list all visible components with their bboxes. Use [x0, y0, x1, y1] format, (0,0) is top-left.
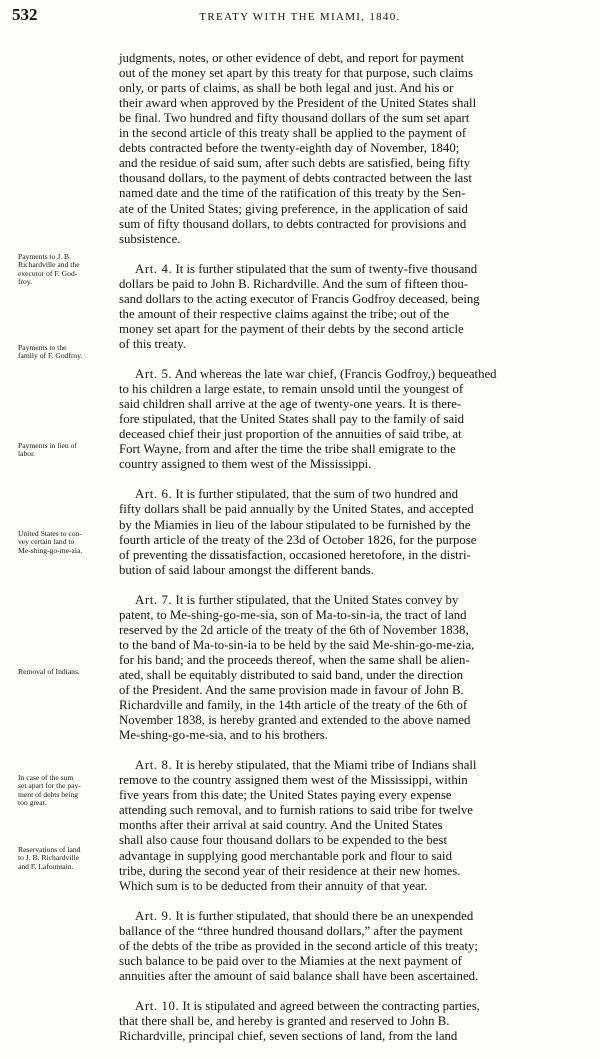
treaty-text [119, 36, 582, 1059]
running-head: TREATY WITH THE MIAMI, 1840. [199, 11, 401, 23]
paragraph-article-10 [119, 999, 582, 1044]
paragraph-text: It is stipulated and agreed between the contracting parties, that there shall be, and hereby is granted and reserved to John B. Richardville, principal chief, seven sections of land, from the land [119, 999, 480, 1044]
paragraph-article-6 [119, 487, 582, 577]
paragraph-article-4 [119, 262, 582, 352]
article-number: Art. 7. [135, 592, 173, 607]
paragraph-text: It is further stipulated, that should there be an unexpended ballance of the “three hundred thousand dollars,” after the payment of the debts of the tribe as provided in the second article of this treaty; such balance to be paid over to the Miamies at the next payment of annuities after the amount of said balance shall have been ascertained. [119, 908, 479, 983]
marginal-note: Payments in lieu of labor. [18, 441, 77, 459]
marginal-note: Removal of Indians. [18, 667, 80, 676]
paragraph-continued [119, 51, 582, 247]
paragraph-text: And whereas the late war chief, (Francis Godfroy,) bequeathed to his children a large estate, to remain unsold until the youngest of said children shall arrive at the age of twenty-one years. It is there- fore stipulated, that the United States shall pay to the family of said deceased chief their just proportion of the annuities of said tribe, at Fort Wayne, from and after the time the tribe shall emigrate to the country assigned to them west of the Mississippi. [119, 367, 497, 472]
paragraph-text: It is further stipulated, that the sum of two hundred and fifty dollars shall be paid annually by the United States, and accepted by the Miamies in lieu of the labour stipulated to be furnished by the fourth article of the treaty of the 23d of October 1826, for the purpose of preventing the dissatisfaction, occasioned heretofore, in the distri- bution of said labour amongst the different bands. [119, 487, 477, 577]
article-number: Art. 9. [135, 908, 173, 923]
marginal-note: Payments to the family of F. Godfroy. [18, 343, 83, 361]
page-number: 532 [12, 5, 38, 24]
article-number: Art. 4. [135, 261, 173, 276]
paragraph-article-5 [119, 367, 582, 472]
marginal-note: Payments to J. B. Richardville and the executor of F. God- froy. [18, 252, 80, 287]
paragraph-article-7 [119, 593, 582, 743]
marginal-note: Reservations of land to J. B. Richardville and F. Lafountain. [18, 845, 81, 871]
article-number: Art. 10. [135, 999, 180, 1013]
paragraph-article-9 [119, 909, 582, 984]
article-number: Art. 6. [135, 487, 173, 502]
paragraph-article-8 [119, 758, 582, 893]
marginal-note: United States to con- vey certain land to Me-shing-go-me-zia. [18, 529, 83, 555]
paragraph-text: It is hereby stipulated, that the Miami tribe of Indians shall remove to the country assigned them west of the Mississippi, within five years from this date; the United States paying every expense attending such removal, and to furnish rations to said tribe for twelve months after their arrival at said country. And the United States shall also cause four thousand dollars to be expended to the best advantage in supplying good merchantable pork and flour to said tribe, during the second year of their residence at their new homes. Which sum is to be deducted from their annuity of that year. [119, 758, 477, 893]
marginal-note: In case of the sum set apart for the pay- ment of debts being too great. [18, 773, 81, 808]
article-number: Art. 5. [135, 367, 173, 382]
paragraph-text: It is further stipulated, that the United States convey by patent, to Me-shing-go-me-sia, son of Ma-to-sin-ia, the tract of land reserved by the 2d article of the treaty of the 6th of November 1838, to the band of Ma-to-sin-ia to be held by the said Me-shin-go-me-zia, for his band; and the proceeds thereof, when the same shall be alien- ated, shall be equitably distributed to said band, under the direction of the President. And the same provision made in favour of John B. Richardville and family, in the 14th article of the treaty of the 6th of November 1838, is hereby granted and extended to the above named Me-shing-go-me-sia, and to his brothers. [119, 592, 475, 743]
page-header [12, 5, 588, 27]
article-number: Art. 8. [135, 758, 173, 773]
paragraph-text: judgments, notes, or other evidence of debt, and report for payment out of the money set apart by this treaty for that purpose, such claims only, or parts of claims, as shall be both legal and just. And his or their award when approved by the President of the United States shall be final. Two hundred and fifty thousand dollars of the sum set apart in the second article of this treaty shall be applied to the payment of debts contracted before the twenty-eighth day of November, 1840; and the residue of said sum, after such debts are satisfied, being fifty thousand dollars, to the payment of debts contracted between the last named date and the time of the ratification of this treaty by the Sen- ate of the United States; giving preference, in the application of said sum of fifty thousand dollars, to debts contracted for provisions and subsistence. [119, 51, 477, 246]
paragraph-text: It is further stipulated that the sum of twenty-five thousand dollars be paid to John B. Richardville. And the sum of fifteen thou- sand dollars to the acting executor of Francis Godfroy deceased, being the amount of their respective claims against the tribe; out of the money set apart for the payment of their debts by the second article of this treaty. [119, 261, 480, 351]
